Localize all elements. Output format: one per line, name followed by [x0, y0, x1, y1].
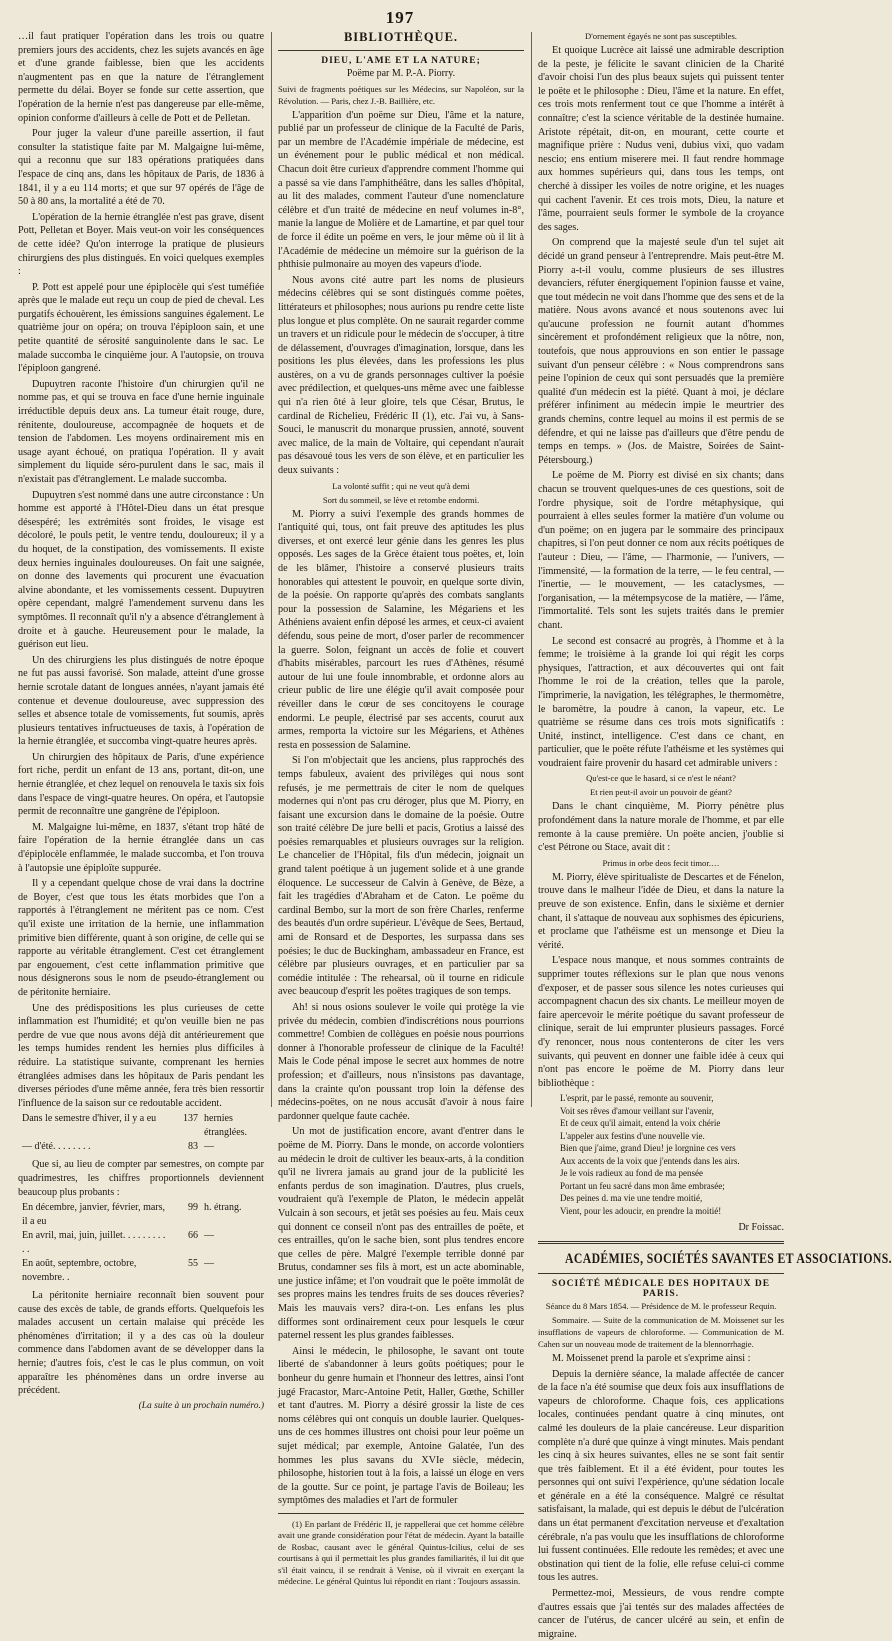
paragraph: L'apparition d'un poëme sur Dieu, l'âme et la nature, publié par un professeur de clinique de la Faculté de Paris, par un membre de l'Académie impériale de médecine, est un événement pour le public médical et non médical. Chacun doit être curieux d'apprendre comment l'homme qui a passé sa vie dans l'amphithéâtre, dans les salles d'hôpital, au lit des malades, comment l'auteur d'une nomenclature célèbre et d'un traité de médecine en neuf volumes in-8°, manie la langue de Molière et de Lamartine, et par quel tour de force il édite un poëme en vers, le jour même où il lit à l'Académie de médecine un mémoire sur la guérison de la phthisie pulmonaire au moyen des vapeurs d'iode. — [278, 109, 524, 271]
column-3 — [538, 30, 892, 1640]
quote-line: Qu'est-ce que le hasard, si ce n'est le néant? — [586, 773, 736, 784]
paragraph: Le poëme de M. Piorry est divisé en six chants; dans chacun se trouvent quelques-unes de ces questions, soit de l'ordre physique, soit de l'ordre métaphysique, qui pourraient à elles seules former la matière d'un volume ou d'un poëme; on en jugera par le sommaire des principaux chapitres, si l'on peut donner ce nom aux récits poétiques de l'auteur : Dieu, — l'âme, — l'harmonie, — l'univers, — l'immensité, — la formation de la terre, — le feu central, — l'inertie, — le mouvement, — les cataclysmes, — l'organisation, — la métempsycose de la matière, — l'âme, l'immortalité. Tels sont les sujets traités dans le premier chant. — [538, 470, 784, 631]
stat-row: En décembre, janvier, février, mars, il a eu 99 h. étrang. — [22, 1202, 242, 1228]
paragraph: Un des chirurgiens les plus distingués de notre époque ne fut pas aussi favorisé. Son malade, atteint d'une grosse hernie scrotale datant de longues années, n'ayant jamais été contenue et devenue douloureuse, avec suppression des selles et absence totale de vomissements, fut soumis, après plusieurs tentatives infructueuses de taxis, à l'opération de la hernie étranglée, et succomba vingt-quatre heures après. — [18, 654, 264, 748]
book-title: DIEU, L'AME ET LA NATURE; — [321, 56, 481, 66]
paragraph: Ainsi le médecin, le philosophe, le savant ont toute liberté de s'abandonner à leurs goûts poétiques; pour le bonheur du genre humain et l'honneur des lettres, ainsi l'ont jugé Fracastor, Marc-Antoine Petit, Haller, Gœthe, Schiller et tant d'autres. M. Piorry a désiré grossir la liste de ces noms célèbres qui ont conquis un double laurier. Quelques-uns de ces hommes illustres ont choisi pour leur poëme un sujet médical; par exemple, Antoine Galatée, l'un des hommes les plus savans du XVIe siècle, médecin, philosophe, historien tout à la fois, a laissé un éloge en vers de la goutte. Sur ce point, je partage l'avis de Boileau; les symptômes des maladies et l'art de formuler — [278, 1345, 524, 1507]
paragraph: Une des prédispositions les plus curieuses de cette inflammation est l'humidité; et qu'on veuille bien ne pas perdre de vue que nous avons déjà dit antérieurement que les temps humides rendent les hernies plus difficiles à réduire. La statistique suivante, comprenant les hernies étranglées admises dans les hôpitaux de Paris pendant les diverses périodes d'une même année, fera très bien ressortir l'influence de la saison sur ce redoutable accident. — [18, 1002, 264, 1109]
paragraph: …il faut pratiquer l'opération dans les trois ou quatre premiers jours des accidents, chez les sujets avancés en âge et d'une grande faiblesse, bien que les accidents n'augmentent pas en que la nature de l'étranglement permette du délai. Boyer se fonde sur cette assertion, que l'opération de la hernie n'est pas dangereuse par elle-même, opinion conforme d'ailleurs à celle de Pott et de Pelletan. — [18, 31, 264, 124]
column-rule — [531, 32, 532, 1107]
paragraph: M. Malgaigne lui-même, en 1837, s'étant trop hâté de faire l'opération de la hernie étranglée dans un cas d'épiplocèle enflammée, le malade succomba, et l'on trouva à l'autopsie une épiploïte suppurée. — [18, 821, 264, 874]
paragraph: Dans le chant cinquième, M. Piorry pénètre plus profondément dans la nature morale de l'homme, et par elle remonte à la cause première. Un poëte ancien, j'oublie si c'est Pétrone ou Stace, avait dit : — [538, 801, 784, 854]
page-number: 197 — [385, 8, 415, 27]
stat-row: En avril, mai, juin, juillet. . . . . . . . . . . 66 — — [22, 1230, 214, 1256]
paragraph: Que si, au lieu de compter par semestres, on compte par quadrimestres, les chiffres proportionnels deviennent beaucoup plus probants : — [18, 1159, 264, 1198]
divider — [278, 50, 524, 51]
poem-line: Portant un feu sacré dans mon âme embrasée; — [560, 1180, 725, 1191]
poem-line: Vient, pour les adoucir, en prendre la moitié! — [560, 1205, 722, 1216]
paragraph: On comprend que la majesté seule d'un tel sujet ait décidé un grand penseur à l'entreprendre. Mais peut-être M. Piorry a-t-il voulu, comme plusieurs de ses illustres devanciers, réfuter énergiquement l'opinion fausse et vaine, que tout médecin ne voit dans l'homme que des sens et de la matière. Nous avons avancé et nous soutenons avec lui qu'aucune profession ne fournit autant d'hommes sincèrement et profondément religieux que la nôtre, non, toutefois, que nous approuvions en son entier le passage suivant d'un penseur célèbre : « Nous comprendrons sans peine l'opinion de ceux qui sont persuadés que la première qualité d'un médecin est la piété. Quant à moi, je déclare préférer infiniment au médecin impie le meurtrier des grands chemins, contre lequel au moins il est permis de se défendre, et qui ne laisse pas d'ailleurs que d'être pendu de temps en temps. » (Jos. de Maistre, Soirées de Saint-Pétersbourg.) — [538, 237, 784, 466]
book-description: Suivi de fragments poétiques sur les Médecins, sur Napoléon, sur la Révolution. — Paris, chez J.-B. Baillière, etc. — [278, 83, 524, 106]
paragraph: Un mot de justification encore, avant d'entrer dans le poëme de M. Piorry. Dans le monde, on accorde volontiers au médecin le droit de cultiver les beaux-arts, à la condition qu'il ne livrera jamais au grand jour de la publicité les enfants perdus de son imagination. D'autres, plus cruels, voudraient qu'à l'exemple de Platon, le médecin appelât Vulcain à son secours, et jetât ses poésies au feu. Mais ceux qui donnent ce conseil n'ont pas des entrailles de poëte, et ces entrailles, qu'on le sache bien, sont plus tendres encore que celles de père. Malgré l'exemple terrible donné par Brutus, condamner ses fils à mort, est un acte abominable, une justice infâme; et l'on voudrait que le poëte immolât de ses propres mains les tendres fruits de ses douces rêveries? Mais les mauvais vers? dira-t-on. Les enfans les plus difformes sont ordinairement ceux pour lesquels le cœur paternel ressent les plus grandes faiblesses. — [278, 1126, 524, 1342]
society-title: SOCIÉTÉ MÉDICALE DES HOPITAUX DE PARIS. — [551, 1278, 771, 1299]
poem-line: Et de ceux qu'il aimait, entend la voix chérie — [560, 1118, 721, 1129]
poem-line: L'appeler aux festins d'une nouvelle vie. — [560, 1130, 705, 1141]
continued-note: (La suite à un prochain numéro.) — [138, 1400, 264, 1411]
paragraph: L'espace nous manque, et nous sommes contraints de supprimer toutes réflexions sur le plan que nous venons d'exposer, et de passer sous silence les notes curieuses qui accompagnent chacun des six chants. Le meilleur moyen de faire apercevoir le mérite poétique du savant professeur de clinique, serait de lui emprunter plusieurs passages. Forcé d'y renoncer, nous nous contenterons de citer les vers suivants, qui peuvent en donner une faible idée à ceux qui n'ont pas encore le poëme de M. Piorry dans leur bibliothèque : — [538, 955, 784, 1089]
poem-line: Je le vois radieux au fond de ma pensée — [560, 1168, 703, 1179]
paragraph: Un chirurgien des hôpitaux de Paris, d'une expérience fort riche, perdit un enfant de 13 ans, portant, dit-on, une hernie étranglée, et chez lequel on renouvela le taxis six fois dans l'espace de vingt-quatre heures. On opéra, et l'autopsie permit de reconnaître une gangrène de l'épiploon. — [18, 751, 264, 818]
column-1 — [18, 30, 264, 1411]
poem-line: L'esprit, par le passé, remonte au souvenir, — [560, 1093, 714, 1104]
signature: Dr Foissac. — [738, 1222, 784, 1234]
footnote: (1) En parlant de Frédéric II, je rappellerai que cet homme célèbre avait une grande considération pour l'état de médecin. Ayant la bataille de Rosbac, causant avec le général Quintus-Icilius, celui de ses courtisans à qui il permettait les plus grandes familiarités, il lui dit que s'il était vaincu, il se rendrait à Venise, où il vivrait en exerçant la médecine. Le général Quintus lui répondit en riant : Toujours assassin. — [278, 1518, 524, 1587]
section-title: BIBLIOTHÈQUE. — [343, 30, 459, 44]
paragraph: M. Piorry, élève spiritualiste de Descartes et de Fénelon, trouve dans le malheur l'idée de Dieu, et dans la nature la preuve de son existence. Enfin, dans le sixième et dernier chant, il s'attaque de nouveau aux sophismes des épicuriens, et proclame que l'athéisme est un mensonge et Dieu la vérité. — [538, 871, 784, 951]
poem-line: Aux accents de la voix que j'entends dans les airs. — [560, 1155, 740, 1166]
paragraph: Et quoique Lucrèce ait laissé une admirable description de la peste, je félicite le savant clinicien de la Charité d'avoir choisi l'un des plus beaux sujets qui puissent tenter le poëte et le philosophe : Dieu, l'âme et la nature. En effet, ces trois mots renferment tout ce que l'homme a intérêt à connaître; c'est la science véritable de la destinée humaine. Aristote répétait, dit-on, en mourant, cette courte et magnifique prière : Nudus veni, dubius vixi, quo vadam nescio; ens entium miserere mei. Il faut rendre hommage aux hommes supérieurs qui, dans tous les temps, ont cherché à dissiper les voiles de notre origine, et les nuages qui cachent l'avenir. Et ces trois mots, Dieu, la nature et l'âme, pourraient seuls former le symbole de la croyance des sages. — [538, 45, 784, 233]
paragraph: M. Piorry a suivi l'exemple des grands hommes de l'antiquité qui, tous, ont fait preuve des aptitudes les plus diverses, et ont exercé leur génie dans les genres les plus opposés. Les sages de la Grèce étaient tous poëtes, et, loin de les blâmer, l'histoire a conservé plusieurs traits honorables qui attestent le pouvoir, en quelque sorte divin, de la poésie. On rapporte qu'après des combats sanglants pour la possession de Salamine, les Mégariens et les Athéniens avaient enfin déposé les armes, et ceux-ci avaient défendu, sous peine de mort, d'oser parler de recommencer la guerre. Solon, feignant un accès de folie et couvert d'habits misérables, parcourt les rues d'Athènes, résumé autour de lui une foule innombrable, et ordonne alors au crieur public de lire une élégie qu'il avait composée pour réveiller dans le cœur de ses concitoyens le courage endormi. Le peuple, électrisé par ses accents, courut aux armes, remporta la victoire sur les Mégariens, et Athènes resta en possession de Salamine. — [278, 508, 524, 751]
paragraph: L'opération de la hernie étranglée n'est pas grave, disent Pott, Pelletan et Boyer. Mais veut-on voir les conséquences de cette idée? Qu'on interroge la pratique de plusieurs chirurgiens des plus distingués. En voici quelques exemples : — [18, 211, 264, 278]
paragraph: Dupuytren s'est nommé dans une autre circonstance : Un homme est apporté à l'Hôtel-Dieu dans un état presque désespéré; les extrémités sont froides, le visage est décoloré, le pouls petit, le ventre tendu, douloureux; il y a du hoquet, de la constipation, des vomissements. Il existe deux hernies inguinales douloureuses. On fait une saignée, on donne des lavements qui procurent une évacuation alvine abondante, et les vomissements cessent. Dupuytren opère cependant, malgré l'amendement survenu dans les symptômes. Il reconnaît qu'il n'y a absence d'étranglement à droite et à gauche. Heureusement pour le malade, la guérison eut lieu. — [18, 489, 264, 651]
quote-line: Et rien peut-il avoir un pouvoir de géant? — [590, 787, 732, 798]
paragraph: Si l'on m'objectait que les anciens, plus rapprochés des temps fabuleux, avaient des privilèges qui nous sont refusés, je me permettrais de citer le nom de quelques modernes qui n'ont pas cru déroger, plus que M. Piorry, en faisant une excursion dans le domaine de la poésie. Outre son traité célèbre De jure belli et pacis, Grotius a laissé des poésies remarquables et plusieurs ouvrages sur la religion. Le chancelier de l'Hôpital, fils d'un médecin, joignait un grand talent poétique à un jugement solide et à une grande éloquence. Le successeur de Calvin à Genève, de Bèze, a fait les tragédies d'Abraham et de Caton. Le poëme du cardinal Bembo, sur la mort de son frère Charles, renferme des beautés d'un ordre supérieur. L'évêque de Sees, Bertaud, ami de Ronsard et de Desportes, les surpassa dans ses poésies; le duc de Buckingham, ambassadeur en France, est célèbre par plusieurs ouvrages, et en particulier par sa comédie intitulée : The rehearsal, où il tourne en ridicule avec beaucoup d'esprit les poëtes tragiques de son temps. — [278, 755, 524, 998]
paragraph: La péritonite herniaire reconnaît bien souvent pour cause des excès de table, de grands efforts. Quelquefois les malades accusent un certain malaise qui précède les phénomènes d'irritation; il y a des cas où la douleur commence dans l'abdomen avant de se développer dans la hernie; d'autres fois, c'est le cas le plus commun, on voit apparaître les phénomènes dans un ordre inverse au précédent. — [18, 1290, 264, 1397]
summary: Sommaire. — Suite de la communication de M. Moissenet sur les insufflations de vapeurs de chloroforme. — Communication de M. Cahen sur un nouveau mode de traitement de la blennorrhagie. — [538, 1314, 784, 1349]
poem-line: Bien que j'aime, grand Dieu! je lorgnine ces vers — [560, 1143, 736, 1154]
paragraph: Dupuytren raconte l'histoire d'un chirurgien qu'il ne nomme pas, et qui se trouva en face d'une hernie inguinale irréductible depuis deux ans. La tumeur était rouge, dure, rénitente, douloureuse, accompagnée de hoquets et de tension de l'abdomen. Les moyens ordinairement mis en usage ayant échoué, on pratiqua l'opération. Il y avait simplement du liquide séro-purulent dans le sac, mais il n'existait pas d'étranglement. Le malade succomba. — [18, 378, 264, 485]
paragraph: Permettez-moi, Messieurs, de vous rendre compte d'autres essais que j'ai tentés sur des malades affectées de cancer de l'utérus, de cancer ulcéré au sein, et enfin de migraine. — [538, 1588, 784, 1640]
stat-row: Dans le semestre d'hiver, il y a eu 137 hernies étranglées. — [22, 1113, 248, 1139]
paragraph: Ah! si nous osions soulever le voile qui protège la vie privée du médecin, combien d'indiscrétions nous pourrions commettre! Combien de collègues en poésie nous pourrions donner à l'honorable professeur de clinique de la Faculté! Mais le Code pénal impose le secret aux hommes de notre profession; et d'ailleurs, nous n'insistons pas davantage, dans la crainte qu'on poussant trop loin la défense des médecins-poëtes, on ne nous accusât d'avoir à nous faire pardonner quelque faute cachée. — [278, 1002, 524, 1122]
stat-row: En août, septembre, octobre, novembre. . 55 — — [22, 1258, 214, 1284]
session-line: Séance du 8 Mars 1854. — Présidence de M. le professeur Requin. — [545, 1300, 777, 1311]
paragraph: Le second est consacré au progrès, à l'homme et à la femme; le troisième à la grande loi qui régit les corps physiques, l'attraction, et aux découvertes qui ont fait l'homme le roi de la création, telles que la parole, l'imprimerie, la navigation, les télégraphes, le thermomètre, le baromètre, la poudre à canon, la vapeur, etc. Le quatrième se résume dans ces trois mots significatifs : Unité, instinct, intelligence. C'est dans ce chant, en particulier, que le poëte réfute l'athéisme et les systèmes qui voudraient faire provenir du hasard cet admirable univers : — [538, 635, 784, 769]
verse-line: D'ornement égayés ne sont pas susceptibles. — [585, 31, 737, 41]
poem-line: Des peines d. ma vie une tendre moitié, — [560, 1193, 703, 1204]
quote-line: Sort du sommeil, se lève et retombe endormi. — [322, 494, 480, 505]
statistics-quadrimester — [22, 1201, 264, 1285]
divider — [538, 1241, 784, 1244]
stat-row: — d'été. . . . . . . . 83 — — [22, 1141, 214, 1153]
poem — [560, 1092, 784, 1217]
section-heading-academies: ACADÉMIES, SOCIÉTÉS SAVANTES ET ASSOCIATIONS. — [565, 1250, 892, 1267]
paragraph: M. Moissenet prend la parole et s'exprime ainsi : — [552, 1352, 751, 1364]
book-subtitle: Poëme par M. P.-A. Piorry. — [346, 68, 456, 79]
paragraph: Nous avons cité autre part les noms de plusieurs médecins célèbres qui se sont distingués comme poëtes, littérateurs et philosophes; nous aurions pu rendre cette liste plus longue et plus complète. On ne saurait regarder comme un travers et un ridicule pour le médecin de s'occuper, à titre de délassement, d'ouvrages d'imagination, lorsque, dans les positions les plus élevées, dans les professions les plus austères, on a vu de grands personnages cultiver la poésie avec prédilection, et quelques-uns même avec une faiblesse qui n'a rien ôté à leur gloire, tels que César, Brutus, le cardinal de Richelieu, Frédéric II (1), etc. J'ai vu, à Sans-Souci, le manuscrit du monarque prussien, annoté, souvent avec malice, de la main de Voltaire, qui cependant n'aurait pas désavoué tous les vers de son élève, et en particulier les deux suivants : — [278, 274, 524, 477]
footnote-divider — [278, 1513, 524, 1514]
poem-line: Voit ses rêves d'amour veillant sur l'avenir, — [560, 1105, 714, 1116]
divider — [538, 1273, 784, 1274]
column-rule — [271, 32, 272, 1107]
column-2 — [278, 30, 524, 1587]
paragraph: P. Pott est appelé pour une épiplocèle qui s'est tuméfiée après que le malade eut reçu un coup de pied de cheval. Les purgatifs échouèrent, les émissions sanguines également. Le quatrième jour on opéra; on trouva l'épiploon sain, et une petite quantité de sérosité sanguinolente dans le sac. Le malade succomba le cinquième jour. A l'autopsie, on trouva l'épiploon gangrené. — [18, 281, 264, 375]
latin-quote: Primus in orbe deos fecit timor.… — [602, 857, 720, 868]
paragraph: Il y a cependant quelque chose de vrai dans la doctrine de Boyer, c'est que tous les états morbides que l'on a rapportés à l'étranglement ne méritent pas ce nom. C'est qu'il existe une irritation de la hernie, une inflammation primitive bien différente, quant à son origine, de celle qui se rapporte au véritable étranglement. C'est cet étranglement par engouement, c'est cette inflammation primitive que nous désignerons sous le nom de pseudo-étranglement ou de péritonite herniaire. — [18, 878, 264, 998]
quote-line: La volonté suffit ; qui ne veut qu'à demi — [332, 480, 470, 491]
paragraph: Depuis la dernière séance, la malade affectée de cancer de la face n'a été soumise que deux fois aux insufflations de vapeurs de chloroforme. Chaque fois, ces applications locales, continuées pendant quatre à cinq minutes, ont calmé les douleurs de la plaie cancéreuse. Leur disparition complète n'a duré que quinze à vingt minutes. Mais pendant les cinq à six heures suivantes, elles ne se sont fait sentir que très faiblement. Et il a été évident, pour toutes les personnes qui ont suivi l'expérience, qu'une sédation locale et générale en a été la conséquence. Malgré ce résultat satisfaisant, la malade, qui est depuis le début de l'ulcération dans un état permanent d'excitation nerveuse et d'exaltation cérébrale, n'a pas voulu que les insufflations de chloroforme lui fussent continuées. Elle redoute les remèdes; et avec une obstination qui tient de la folie, elle refuse celui-ci comme tous les autres. — [538, 1368, 784, 1584]
statistics-semester — [22, 1112, 264, 1154]
paragraph: Pour juger la valeur d'une pareille assertion, il faut consulter la statistique faite par M. Malgaigne lui-même, qui a reconnu que sur 183 opérations pratiquées dans l'espace de cinq ans, dans les hôpitaux de Paris, de 1836 à 1841, il y a eu 114 morts; et que sur 97 opérés de l'âge de 50 à 80 ans, la mortalité a été de 70. — [18, 128, 264, 208]
